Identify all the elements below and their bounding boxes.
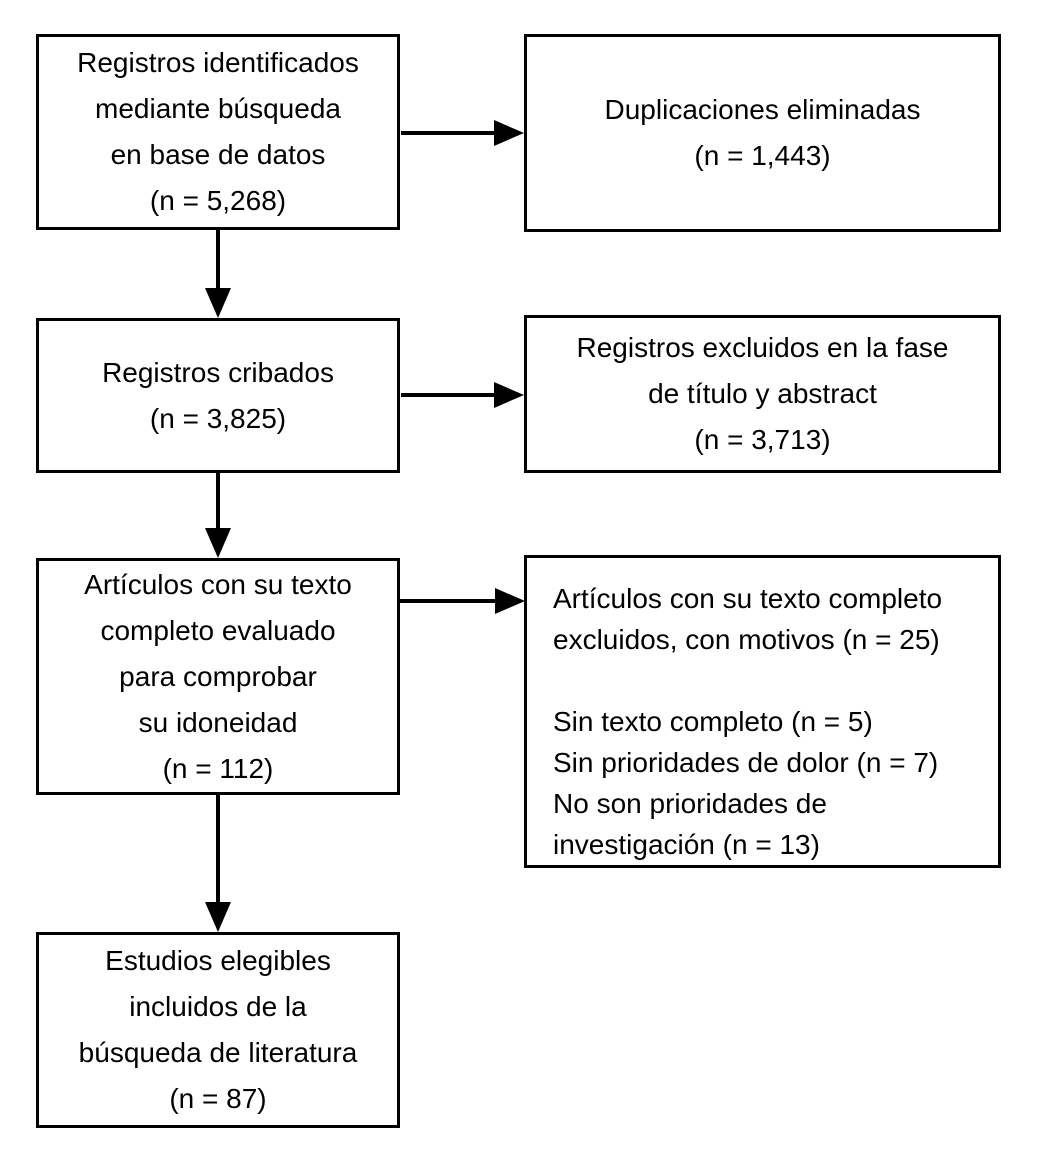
box-text-line: (n = 1,443)	[694, 140, 831, 171]
box-records-screened	[36, 318, 400, 473]
box-fulltext-excluded	[524, 555, 1001, 868]
box-text-line: Artículos con su texto	[84, 568, 352, 600]
box-text-line: búsqueda de literatura	[78, 1037, 358, 1068]
box-text-line: su idoneidad	[138, 706, 298, 738]
box-records-excluded-title-abstract	[524, 315, 1001, 473]
box-records-identified	[36, 34, 400, 230]
box-text-line: Artículos con su texto completo	[553, 583, 943, 614]
arrow-line-assessed-to-fulltext-excluded	[399, 599, 496, 603]
box-text-line: excluidos, con motivos (n = 25)	[553, 624, 940, 655]
box-text-line: para comprobar	[119, 660, 317, 692]
box-text-line: (n = 112)	[162, 752, 274, 784]
arrow-line-screened-to-excluded	[401, 393, 496, 397]
box-text-line: en base de datos	[110, 139, 326, 170]
box-text-line: (n = 87)	[169, 1083, 267, 1114]
arrowhead-right-icon	[494, 382, 524, 408]
box-fulltext-assessed	[36, 558, 400, 795]
box-text-line: de título y abstract	[648, 378, 877, 409]
arrow-line-identified-to-screened	[216, 230, 220, 290]
arrow-line-identified-to-duplicates	[401, 131, 496, 135]
box-studies-included	[36, 932, 400, 1128]
box-text-line: (n = 5,268)	[149, 185, 287, 216]
box-text-line: Sin texto completo (n = 5)	[553, 706, 873, 737]
box-text-line: incluidos de la	[129, 991, 307, 1022]
box-text-line: Estudios elegibles	[105, 945, 331, 976]
arrowhead-right-icon	[494, 120, 524, 146]
arrowhead-down-icon	[205, 528, 231, 558]
box-text-line: No son prioridades de	[553, 788, 827, 819]
box-text-line: Registros identificados	[77, 47, 359, 78]
box-text-line: (n = 3,713)	[694, 424, 831, 455]
arrowhead-right-icon	[495, 588, 525, 614]
box-text-line: investigación (n = 13)	[553, 829, 820, 860]
arrow-line-assessed-to-included	[216, 795, 220, 904]
arrow-line-screened-to-assessed	[216, 473, 220, 530]
box-duplicates-removed	[524, 34, 1001, 232]
arrowhead-down-icon	[205, 288, 231, 318]
box-text-line: Registros cribados	[102, 356, 334, 388]
box-text-line: (n = 3,825)	[149, 402, 287, 434]
box-text-line: mediante búsqueda	[95, 93, 341, 124]
arrowhead-down-icon	[205, 902, 231, 932]
box-text-line: Registros excluidos en la fase	[576, 332, 949, 363]
box-text-line: Sin prioridades de dolor (n = 7)	[553, 747, 939, 778]
box-text-line: completo evaluado	[100, 614, 336, 646]
box-text-line: Duplicaciones eliminadas	[604, 94, 921, 125]
